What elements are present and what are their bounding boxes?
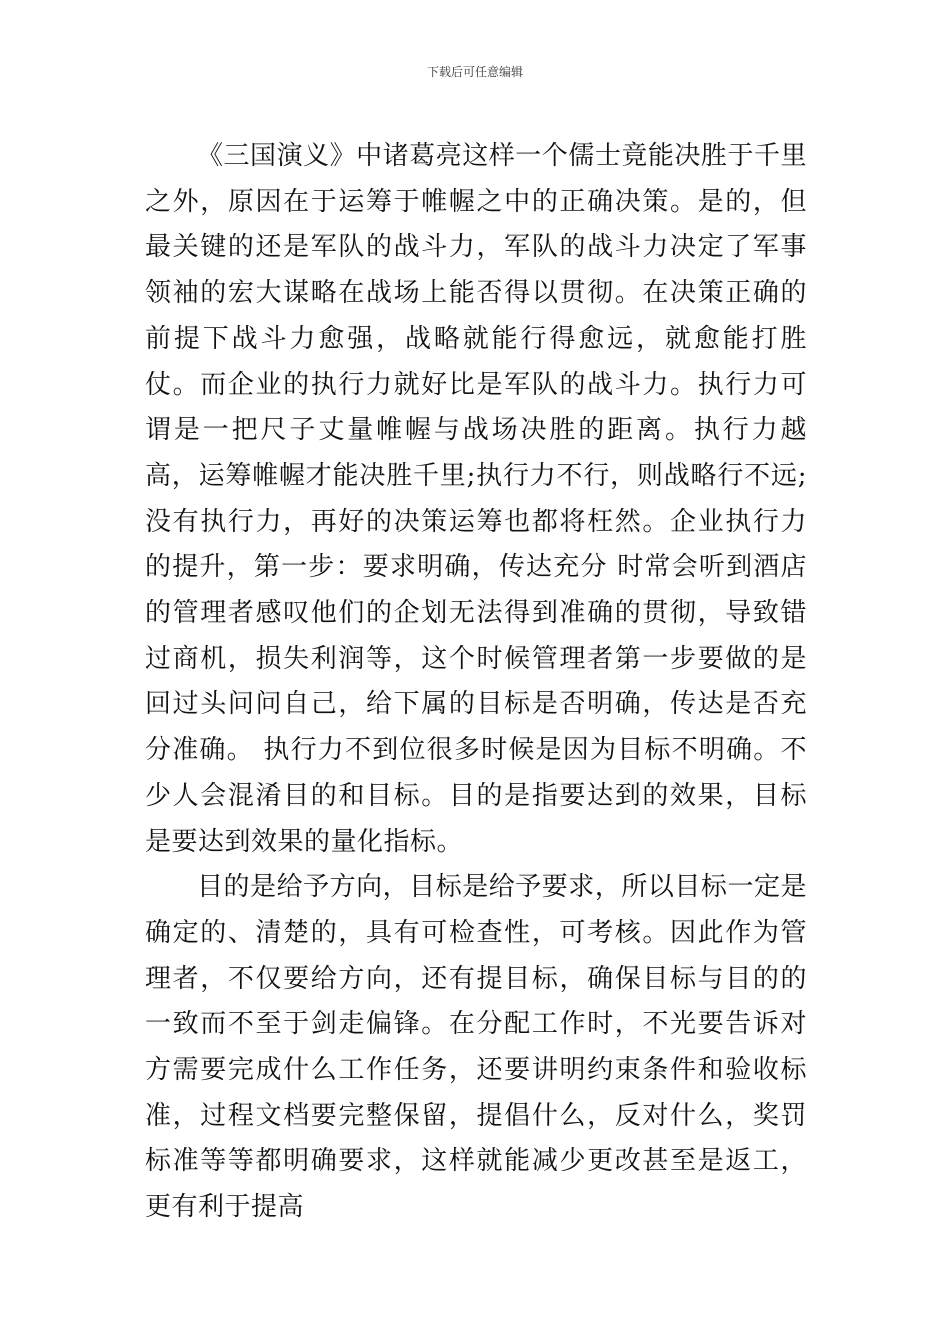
paragraph-2: 目的是给予方向，目标是给予要求，所以目标一定是确定的、清楚的，具有可检查性，可考核。因此作为管理者，不仅要给方向，还有提目标，确保目标与目的的一致而不至于剑走偏锋。在分配工作时，不光要告诉对方需要完成什么工作任务，还要讲明约束条件和验收标准，过程文档要完整保留，提倡什么，反对什么，奖罚标准等等都明确要求，这样就能减少更改甚至是返工，更有利于提高 [145, 872, 807, 1223]
page-header: 下载后可任意编辑 [426, 65, 523, 79]
paragraph-1: 《三国演义》中诸葛亮这样一个儒士竟能决胜于千里之外，原因在于运筹于帷幄之中的正确决策。是的，但最关键的还是军队的战斗力，军队的战斗力决定了军事领袖的宏大谋略在战场上能否得以贯彻。在决策正确的前提下战斗力愈强，战略就能行得愈远，就愈能打胜仗。而企业的执行力就好比是军队的战斗力。执行力可谓是一把尺子丈量帷幄与战场决胜的距离。执行力越高，运筹帷幄才能决胜千里;执行力不行，则战略行不远;没有执行力，再好的决策运筹也都将枉然。企业执行力的提升，第一步：要求明确，传达充分 时常会听到酒店的管理者感叹他们的企划无法得到准确的贯彻，导致错过商机，损失利润等，这个时候管理者第一步要做的是回过头问问自己，给下属的目标是否明确，传达是否充分准确。 执行力不到位很多时候是因为目标不明确。不少人会混淆目的和目标。目的是指要达到的效果，目标是要达到效果的量化指标。 [145, 141, 807, 857]
document-body [145, 134, 807, 1231]
